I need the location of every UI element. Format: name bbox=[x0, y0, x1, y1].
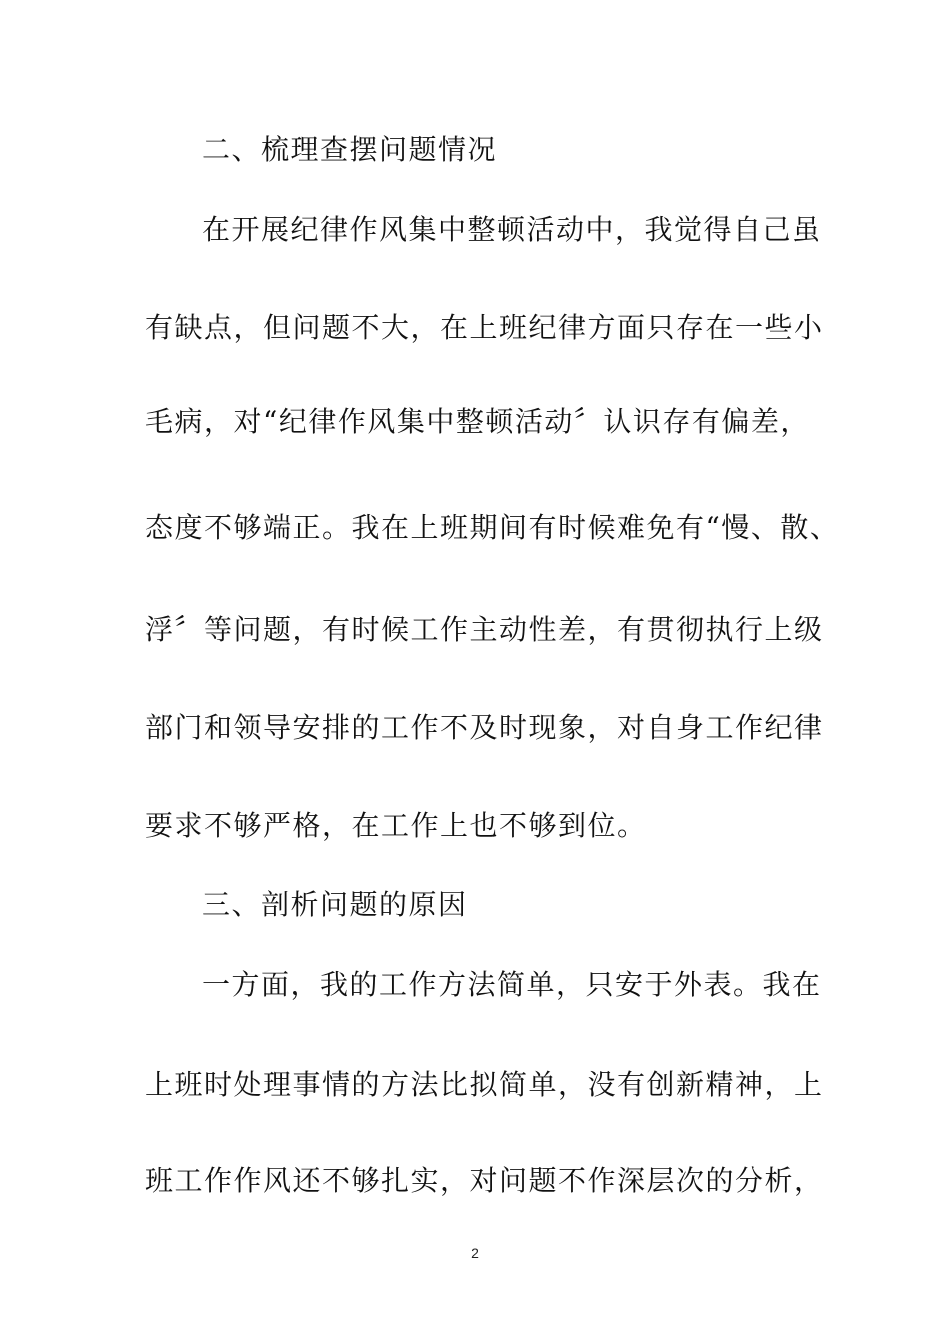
section-heading-3: 三、剖析问题的原因 bbox=[202, 888, 468, 921]
paragraph-line: 要求不够严格，在工作上也不够到位。 bbox=[145, 809, 647, 842]
paragraph-line: 毛病，对“纪律作风集中整顿活动〞认识存有偏差， bbox=[145, 405, 810, 438]
paragraph-line: 有缺点，但问题不大，在上班纪律方面只存在一些小 bbox=[145, 311, 824, 344]
paragraph-line: 班工作作风还不够扎实，对问题不作深层次的分析， bbox=[145, 1164, 824, 1197]
paragraph-line: 在开展纪律作风集中整顿活动中，我觉得自己虽 bbox=[202, 213, 822, 246]
page-number: 2 bbox=[471, 1245, 479, 1261]
paragraph-line: 上班时处理事情的方法比拟简单，没有创新精神，上 bbox=[145, 1068, 824, 1101]
paragraph-line: 部门和领导安排的工作不及时现象，对自身工作纪律 bbox=[145, 711, 824, 744]
paragraph-line: 一方面，我的工作方法简单，只安于外表。我在 bbox=[202, 968, 822, 1001]
paragraph-line: 浮〞等问题，有时候工作主动性差，有贯彻执行上级 bbox=[145, 613, 824, 646]
section-heading-2: 二、梳理查摆问题情况 bbox=[202, 133, 498, 166]
paragraph-line: 态度不够端正。我在上班期间有时候难免有“慢、散、 bbox=[145, 511, 840, 544]
